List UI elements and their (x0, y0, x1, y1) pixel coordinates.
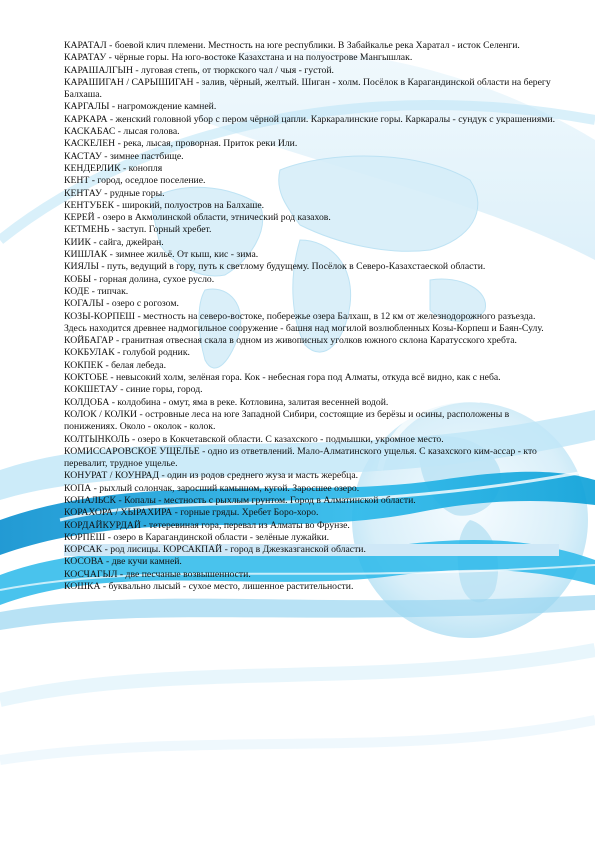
glossary-entry: КЕНТАУ - рудные горы. (64, 187, 165, 199)
glossary-entry: КОРСАК - род лисицы. КОРСАКПАЙ - город в Джезказганской области. (64, 544, 559, 556)
glossary-entry: КОЙБАГАР - гранитная отвесная скала в одном из живописных уголков южного склона Каратусского хребта. (64, 335, 517, 347)
glossary-entry: КИЯЛЫ - путь, ведущий в гору, путь к светлому будущему. Посёлок в Северо-Казахстаеской области. (64, 261, 486, 273)
glossary-entry: КОСЧАГЫЛ - две песчаные возвышенности. (64, 568, 251, 580)
glossary-entry: КАРАТАЛ - боевой клич племени. Местность на юге республики. В Забайкалье река Харатал - исток Селенги. (64, 40, 520, 51)
glossary-entry: КОРДАЙКУРДАЙ - тетеревиная гора, перевал из Алматы во Фрунзе. (64, 519, 350, 531)
glossary-entry: КОЛТЫНКОЛЬ - озеро в Кокчетавской области. С казахского - подмышки, укромное место. (64, 433, 444, 445)
glossary-entry: КАСТАУ - зимнее пастбище. (64, 150, 184, 162)
glossary-entry: КЕТМЕНЬ - заступ. Горный хребет. (64, 224, 212, 236)
glossary-entry: КОКБУЛАК - голубой родник. (64, 347, 190, 359)
lower-swirl (0, 650, 595, 700)
glossary-entry: КОКШЕТАУ - синие горы, город. (64, 384, 203, 396)
glossary-entry: КЕРЕЙ - озеро в Акмолинской области, этнический род казахов. (64, 212, 331, 224)
glossary-entry: КЕНТУБЕК - широкий, полуостров на Балхаше. (64, 199, 265, 211)
glossary-entry: КОШКА - буквально лысый - сухое место, лишенное растительности. (64, 581, 354, 593)
glossary-entry: КОЗЫ-КОРПЕШ - местность на северо-востоке, побережье озера Балхаш, в 12 км от железнодорожного разъезда. Здесь находится древнее надмогильное сооружение - башня над могилой возлюбленных Козы-Корпеш и Баян-Сулу. (64, 310, 544, 334)
glossary-entry: КОСОВА - две кучи камней. (64, 556, 182, 568)
glossary-entry: КАРАШИГАН / САРЫШИГАН - залив, чёрный, желтый. Шиган - холм. Посёлок в Карагандинской области на берегу Балхаша. (64, 76, 551, 101)
glossary-entry: КИИК - сайга, джейран. (64, 236, 164, 248)
glossary-entry: КАРКАРА - женский головной убор с пером чёрной цапли. Каркаралинские горы. Каркаралы - сундук с украшениями. (64, 113, 556, 125)
glossary-entry: КОДЕ - типчак. (64, 285, 129, 297)
glossary-entry: КОНУРАТ / КОУНРАД - один из родов среднего жуза и масть жеребца. (64, 470, 359, 482)
glossary-entry: КОПАЛЬСК - Копалы - местность с рыхлым грунтом. Город в Алматинской области. (64, 494, 416, 506)
glossary-entry: КОРАХОРА / ХЫРАХИРА - горные гряды. Хребет Боро-хоро. (64, 507, 319, 519)
glossary-entry: КАРАТАУ - чёрные горы. На юго-востоке Казахстана и на полуострове Мангышлак. (64, 52, 413, 64)
glossary-entry: КОЛДОБА - колдобина - омут, яма в реке. Котловина, залитая весенней водой. (64, 396, 389, 408)
glossary-entry: КОБЫ - горная долина, сухое русло. (64, 273, 215, 285)
glossary-entry: КЕНДЕРЛИК - конопля (64, 162, 163, 174)
glossary-entry: КАРГАЛЫ - нагромождение камней. (64, 101, 217, 113)
glossary-entry: КИШЛАК - зимнее жильё. От кыш, кис - зима. (64, 249, 259, 261)
glossary-entry: КАСКАБАС - лысая голова. (64, 126, 180, 138)
document-body (64, 40, 559, 593)
glossary-entry: КЕНТ - город, оседлое поселение. (64, 175, 206, 187)
glossary-entry: КОМИССАРОВСКОЕ УЩЕЛЬЕ - одно из ответвлений. Мало-Алматинского ущелья. С казахского ким-ассар - кто перевалит, трудное ущелье. (64, 445, 537, 470)
glossary-entry: КОГАЛЫ - озеро с рогозом. (64, 298, 179, 310)
glossary-entry: КОПА - рыхлый солончак, заросший камышом, кугой. Заросшее озеро. (64, 482, 360, 494)
glossary-entry: КОЛОК / КОЛКИ - островные леса на юге Западной Сибири, состоящие из берёзы и осины, расположены в понижениях. Около - околок - колок. (64, 408, 510, 433)
glossary-entry: КОРПЕШ - озеро в Карагандинской области - зелёные лужайки. (64, 531, 330, 543)
glossary-entry: КАСКЕЛЕН - река, лысая, проворная. Приток реки Или. (64, 138, 298, 150)
glossary-entry: КОКТОБЕ - невысокий холм, зелёная гора. Кок - небесная гора под Алматы, откуда всё видно, как с неба. (64, 372, 501, 384)
lower-swirl-2 (0, 720, 595, 760)
glossary-entry: КАРАШАЛГЫН - луговая степь, от тюркского чал / чыя - густой. (64, 64, 334, 76)
glossary-entry: КОКПЕК - белая лебеда. (64, 359, 166, 371)
